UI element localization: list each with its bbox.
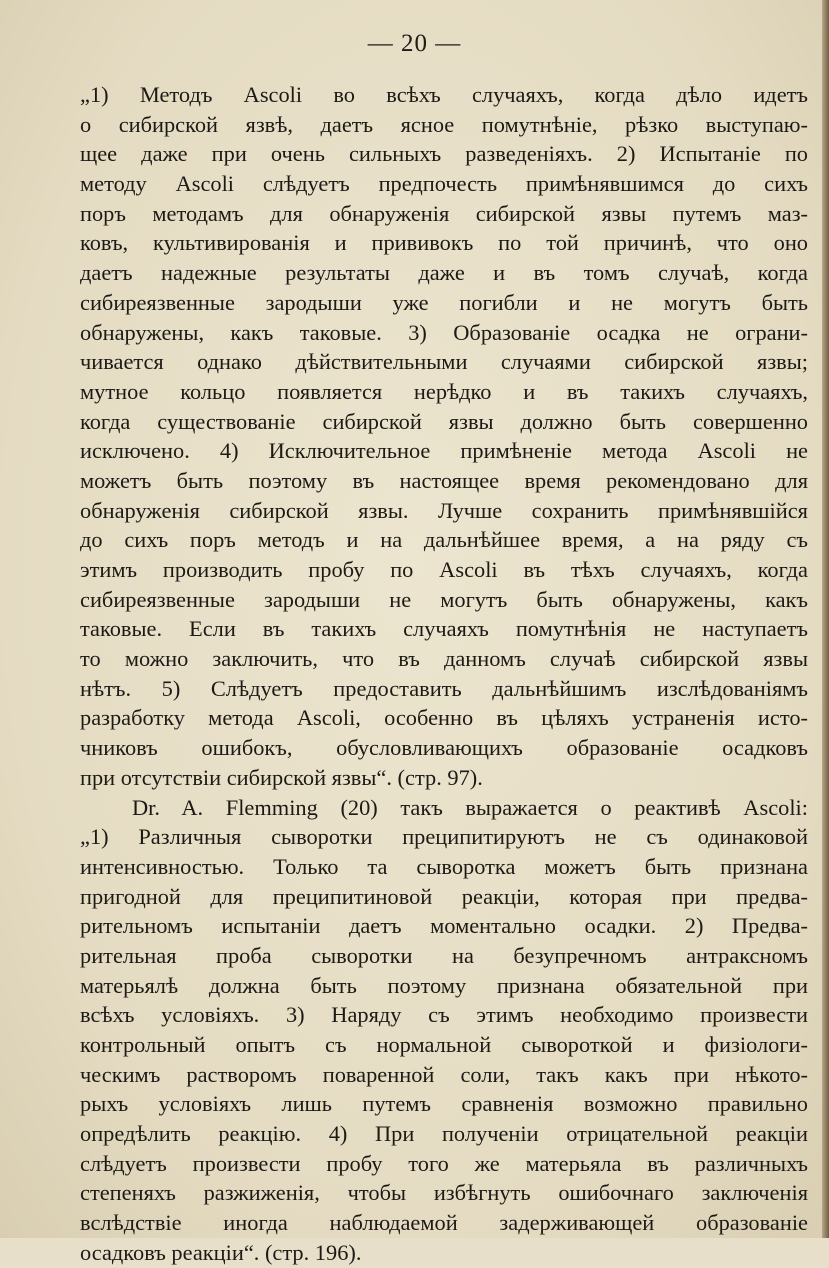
page-edge-shadow [822,0,829,1238]
paragraph-flemming-conclusions [80,793,808,1268]
text-line: осадковъ реакціи“. (стр. 196). [80,1239,362,1265]
text-line: обнаруженія сибирской язвы. Лучше сохранить примѣнявшійся [80,497,808,523]
text-line: таковые. Если въ такихъ случаяхъ помутнѣнія не наступаетъ [80,616,808,642]
text-line: исключено. 4) Исключительное примѣненіе метода Ascoli не [80,438,808,464]
text-line: когда существованіе сибирской язвы должно быть совершенно [80,408,808,434]
text-line: мутное кольцо появляется нерѣдко и въ такихъ случаяхъ, [80,378,808,404]
text-line: щее даже при очень сильныхъ разведеніяхъ. 2) Испытаніе по [80,141,808,167]
text-line: степеняхъ разжиженія, чтобы избѣгнуть ошибочнаго заключенія [80,1180,808,1206]
text-line: можетъ быть поэтому въ настоящее время рекомендовано для [80,467,808,493]
text-line: контрольный опытъ съ нормальной сывороткой и физіологи- [80,1032,808,1057]
text-line: рыхъ условіяхъ лишь путемъ сравненія возможно правильно [80,1091,808,1117]
text-line: опредѣлить реакцію. 4) При полученіи отрицательной реакціи [80,1121,808,1147]
text-line: Dr. A. Flemming (20) такъ выражается о реактивѣ Ascoli: [132,794,808,820]
text-line: рительная проба сыворотки на безупречномъ антраксномъ [80,942,808,968]
text-line: поръ методамъ для обнаруженія сибирской язвы путемъ маз- [80,200,808,226]
text-line: разработку метода Ascoli, особенно въ цѣляхъ устраненія исто- [80,705,808,731]
text-line: методу Ascoli слѣдуетъ предпочесть примѣнявшимся до сихъ [80,171,808,197]
text-line: „1) Различныя сыворотки преципитируютъ не съ одинаковой [80,824,808,850]
text-line: матерьялѣ должна быть поэтому признана обязательной при [80,972,808,998]
text-line: сибиреязвенные зародыши уже погибли и не могутъ быть [80,289,808,315]
text-line: пригодной для преципитиновой реакціи, которая при предва- [80,883,808,909]
text-line: слѣдуетъ произвести пробу того же матерьяла въ различныхъ [80,1150,808,1176]
paragraph-ascoli-conclusions [80,80,808,793]
text-line: „1) Методъ Ascoli во всѣхъ случаяхъ, когда дѣло идетъ [80,82,808,107]
text-line: о сибирской язвѣ, даетъ ясное помутнѣніе, рѣзко выступаю- [80,111,808,137]
text-line: даетъ надежные результаты даже и въ томъ случаѣ, когда [80,260,808,286]
text-line: рительномъ испытаніи даетъ моментально осадки. 2) Предва- [80,913,808,939]
text-line: ческимъ растворомъ поваренной соли, такъ какъ при нѣкото- [80,1061,808,1087]
text-line: интенсивностью. Только та сыворотка можетъ быть признана [80,853,808,879]
text-line: вслѣдствіе иногда наблюдаемой задерживающей образованіе [80,1210,808,1236]
page-number: — 20 — [367,30,462,57]
text-line: при отсутствіи сибирской язвы“. (стр. 97). [80,764,483,790]
page-body [80,80,808,1268]
text-line: этимъ производить пробу по Ascoli въ тѣхъ случаяхъ, когда [80,557,808,582]
text-line: чниковъ ошибокъ, обусловливающихъ образованіе осадковъ [80,735,808,761]
text-line: нѣтъ. 5) Слѣдуетъ предоставить дальнѣйшимъ изслѣдованіямъ [80,675,808,701]
text-line: ковъ, культивированія и прививокъ по той причинѣ, что оно [80,230,808,256]
text-line: чивается однако дѣйствительными случаями сибирской язвы; [80,349,808,375]
text-line: всѣхъ условіяхъ. 3) Наряду съ этимъ необходимо произвести [80,1002,808,1028]
text-line: то можно заключить, что въ данномъ случаѣ сибирской язвы [80,646,808,672]
text-line: сибиреязвенные зародыши не могутъ быть обнаружены, какъ [80,586,808,612]
text-line: обнаружены, какъ таковые. 3) Образованіе осадка не ограни- [80,319,808,345]
text-line: до сихъ поръ методъ и на дальнѣйшее время, а на ряду съ [80,527,808,553]
